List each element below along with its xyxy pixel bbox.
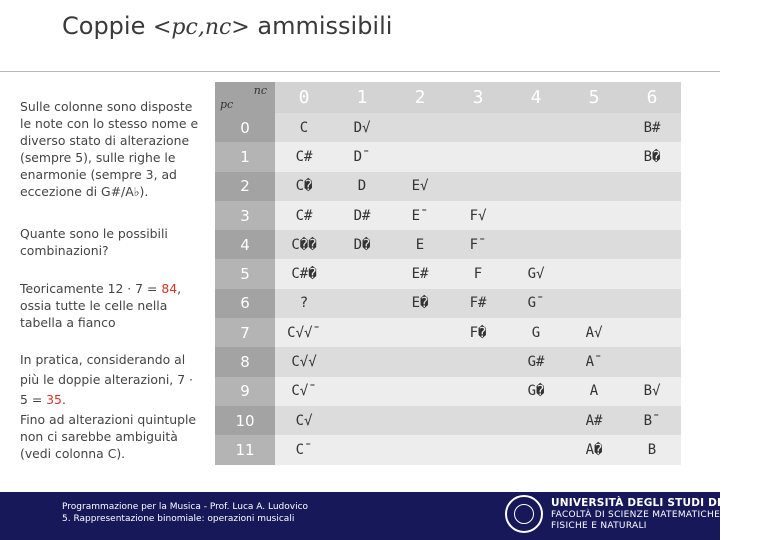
theory-text-a: Teoricamente 12 · 7 = bbox=[20, 281, 162, 296]
table-row bbox=[215, 289, 681, 318]
practice-text-a: In pratica, considerando al più le doppie alterazioni, 7 · 5 = bbox=[20, 352, 193, 407]
table-cell: D¯ bbox=[333, 142, 391, 171]
table-cell: C√ bbox=[275, 406, 333, 435]
table-cell bbox=[333, 289, 391, 318]
table-row bbox=[215, 142, 681, 171]
table-cell bbox=[449, 435, 507, 464]
sidebar-paragraph-description: Sulle colonne sono disposte le note con lo stesso nome e diverso stato di alterazione (sempre 5), sulle righe le enarmonie (sempre 3, ad eccezione di G#/A♭). bbox=[20, 99, 199, 199]
title-prefix: Coppie bbox=[62, 12, 153, 40]
table-cell: B bbox=[623, 435, 681, 464]
table-cell bbox=[449, 347, 507, 376]
table-cell bbox=[623, 230, 681, 259]
row-header-pc: 7 bbox=[215, 318, 275, 347]
table-cell bbox=[507, 201, 565, 230]
table-cell: C�� bbox=[275, 230, 333, 259]
table-cell: F¯ bbox=[449, 230, 507, 259]
table-cell: B√ bbox=[623, 377, 681, 406]
table-cell bbox=[507, 435, 565, 464]
theory-highlight: 84 bbox=[161, 281, 178, 296]
row-header-pc: 0 bbox=[215, 113, 275, 142]
table-cell: D bbox=[333, 172, 391, 201]
theory-text-b: , ossia tutte le celle nella tabella a fianco bbox=[20, 281, 182, 330]
table-cell: C bbox=[275, 113, 333, 142]
footer-course-info bbox=[62, 501, 308, 525]
table-cell bbox=[333, 318, 391, 347]
table-cell: G# bbox=[507, 347, 565, 376]
table-cell: F√ bbox=[449, 201, 507, 230]
table-cell bbox=[333, 435, 391, 464]
column-header-0: 0 bbox=[275, 82, 333, 113]
pitch-class-table bbox=[215, 82, 681, 465]
table-cell bbox=[507, 230, 565, 259]
table-cell bbox=[623, 201, 681, 230]
table-cell: G√ bbox=[507, 259, 565, 288]
table-cell bbox=[391, 318, 449, 347]
table-cell bbox=[391, 347, 449, 376]
row-header-pc: 10 bbox=[215, 406, 275, 435]
table-cell bbox=[449, 406, 507, 435]
title-suffix: ammissibili bbox=[249, 12, 393, 40]
table-cell: E� bbox=[391, 289, 449, 318]
page-title bbox=[62, 12, 392, 40]
table-cell: ? bbox=[275, 289, 333, 318]
table-cell: C¯ bbox=[275, 435, 333, 464]
sidebar-paragraph-question: Quante sono le possibili combinazioni? bbox=[20, 226, 168, 258]
sidebar-paragraph-theory bbox=[20, 280, 202, 331]
title-math: <pc,nc> bbox=[152, 15, 250, 40]
table-cell bbox=[623, 259, 681, 288]
table-cell bbox=[507, 172, 565, 201]
table-cell bbox=[449, 377, 507, 406]
table-cell bbox=[391, 406, 449, 435]
table-cell: G� bbox=[507, 377, 565, 406]
table-cell: F# bbox=[449, 289, 507, 318]
table-cell bbox=[565, 142, 623, 171]
footer-line-1: Programmazione per la Musica - Prof. Luca A. Ludovico bbox=[62, 502, 309, 512]
table-cell: C� bbox=[275, 172, 333, 201]
table-cell bbox=[623, 347, 681, 376]
table-cell bbox=[623, 172, 681, 201]
corner-label-nc: nc bbox=[253, 84, 267, 97]
row-header-pc: 5 bbox=[215, 259, 275, 288]
table-cell bbox=[391, 142, 449, 171]
sidebar-paragraph-quintuple: Fino ad alterazioni quintuple non ci sarebbe ambiguità (vedi colonna C). bbox=[20, 412, 197, 461]
table-cell: C# bbox=[275, 142, 333, 171]
column-header-3: 3 bbox=[449, 82, 507, 113]
table-cell bbox=[507, 142, 565, 171]
table-cell: B¯ bbox=[623, 406, 681, 435]
university-seal-icon bbox=[505, 495, 543, 533]
table-cell bbox=[391, 113, 449, 142]
row-header-pc: 8 bbox=[215, 347, 275, 376]
footer-bar bbox=[0, 492, 773, 540]
table-cell bbox=[333, 377, 391, 406]
table-cell: C√√ bbox=[275, 347, 333, 376]
table-header-row bbox=[215, 82, 681, 113]
table-cell bbox=[449, 172, 507, 201]
column-header-2: 2 bbox=[391, 82, 449, 113]
column-header-5: 5 bbox=[565, 82, 623, 113]
table-cell bbox=[565, 259, 623, 288]
table-cell: E bbox=[391, 230, 449, 259]
table-cell: E√ bbox=[391, 172, 449, 201]
practice-text-b: . bbox=[61, 392, 66, 407]
table-row bbox=[215, 377, 681, 406]
table-row bbox=[215, 259, 681, 288]
footer-line-2: 5. Rappresentazione binomiale: operazioni musicali bbox=[62, 514, 295, 524]
table-cell: A√ bbox=[565, 318, 623, 347]
row-header-pc: 11 bbox=[215, 435, 275, 464]
row-header-pc: 6 bbox=[215, 289, 275, 318]
practice-highlight: 35 bbox=[46, 392, 62, 407]
table-cell bbox=[391, 377, 449, 406]
university-logo-text bbox=[551, 498, 773, 533]
table-row bbox=[215, 347, 681, 376]
table-cell: A bbox=[565, 377, 623, 406]
table-cell: C√√¯ bbox=[275, 318, 333, 347]
table-row bbox=[215, 201, 681, 230]
row-header-pc: 9 bbox=[215, 377, 275, 406]
corner-label-pc: pc bbox=[220, 98, 234, 111]
table-cell: E# bbox=[391, 259, 449, 288]
table-cell bbox=[623, 289, 681, 318]
table-cell: B� bbox=[623, 142, 681, 171]
table-cell bbox=[623, 318, 681, 347]
table-cell: G bbox=[507, 318, 565, 347]
title-divider bbox=[0, 71, 720, 72]
table-cell: F bbox=[449, 259, 507, 288]
column-header-6: 6 bbox=[623, 82, 681, 113]
faculty-line-2: FISICHE E NATURALI bbox=[551, 521, 647, 531]
table-row bbox=[215, 318, 681, 347]
column-header-4: 4 bbox=[507, 82, 565, 113]
table-cell: C# bbox=[275, 201, 333, 230]
row-header-pc: 3 bbox=[215, 201, 275, 230]
table-row bbox=[215, 172, 681, 201]
table-cell bbox=[565, 289, 623, 318]
table-row bbox=[215, 406, 681, 435]
column-header-1: 1 bbox=[333, 82, 391, 113]
table-cell bbox=[333, 347, 391, 376]
row-header-pc: 4 bbox=[215, 230, 275, 259]
table-cell: C√¯ bbox=[275, 377, 333, 406]
sidebar-paragraph-practice bbox=[20, 350, 202, 410]
table-cell: F� bbox=[449, 318, 507, 347]
table-cell: A� bbox=[565, 435, 623, 464]
table-row bbox=[215, 113, 681, 142]
table-cell: B# bbox=[623, 113, 681, 142]
table-cell bbox=[565, 230, 623, 259]
table-cell: A¯ bbox=[565, 347, 623, 376]
table-cell bbox=[391, 435, 449, 464]
table-corner-cell bbox=[215, 82, 275, 113]
row-header-pc: 2 bbox=[215, 172, 275, 201]
table-cell bbox=[565, 201, 623, 230]
university-name: UNIVERSITÀ DEGLI STUDI DI MILANO bbox=[551, 497, 773, 509]
table-cell bbox=[507, 113, 565, 142]
row-header-pc: 1 bbox=[215, 142, 275, 171]
table-cell: D� bbox=[333, 230, 391, 259]
table-cell bbox=[333, 259, 391, 288]
faculty-line-1: FACOLTÀ DI SCIENZE MATEMATICHE, bbox=[551, 509, 724, 520]
table-cell: D# bbox=[333, 201, 391, 230]
table-cell bbox=[565, 172, 623, 201]
table-cell bbox=[333, 406, 391, 435]
table-cell bbox=[449, 142, 507, 171]
table-row bbox=[215, 230, 681, 259]
table-cell: C#� bbox=[275, 259, 333, 288]
table-cell: G¯ bbox=[507, 289, 565, 318]
table-cell bbox=[565, 113, 623, 142]
table-cell bbox=[507, 406, 565, 435]
table-cell: A# bbox=[565, 406, 623, 435]
table-cell: E¯ bbox=[391, 201, 449, 230]
table-cell bbox=[449, 113, 507, 142]
table-row bbox=[215, 435, 681, 464]
table-cell: D√ bbox=[333, 113, 391, 142]
